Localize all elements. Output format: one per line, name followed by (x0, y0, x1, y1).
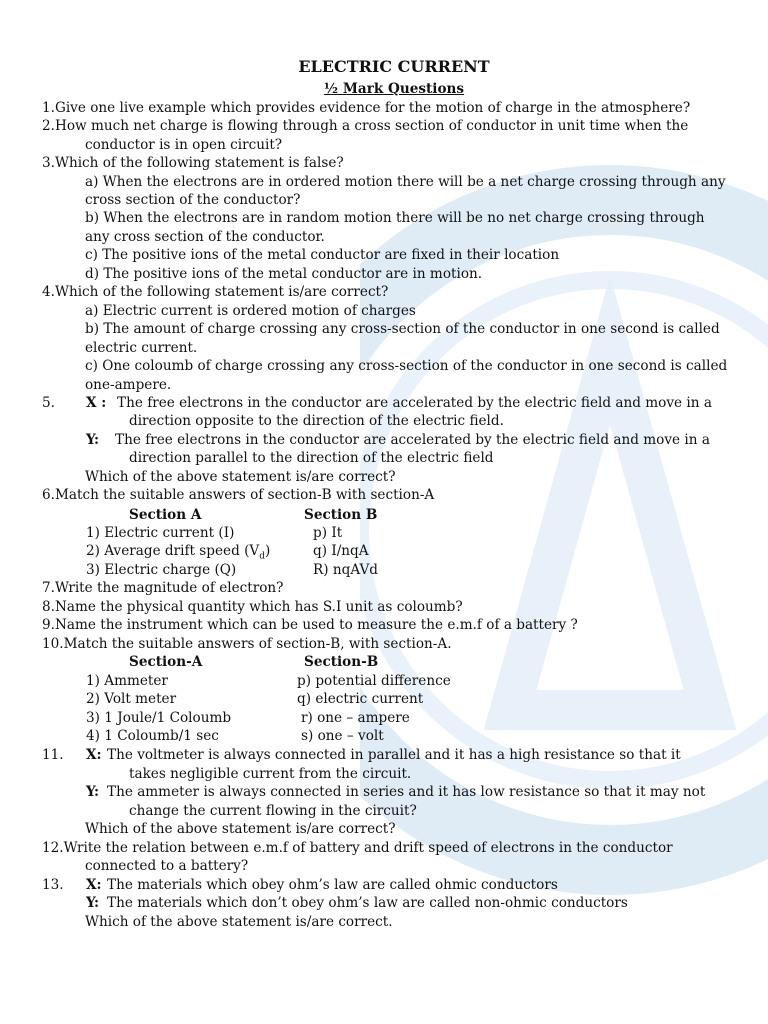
question-13-x: The materials which obey ohm’s law are called ohmic conductors (107, 877, 558, 893)
question-5-x-line-2: direction opposite to the direction of the electric field. (129, 413, 504, 429)
question-11-ask: Which of the above statement is/are correct? (85, 821, 396, 837)
question-13-x-label: X: (86, 877, 102, 893)
question-10-row-4-a: 4) 1 Coloumb/1 sec (86, 728, 219, 744)
question-6-row-3-a: 3) Electric charge (Q) (86, 562, 237, 578)
question-3-option-a-2: cross section of the conductor? (85, 192, 301, 208)
question-5-x-label: X : (86, 395, 107, 411)
question-10-row-2-b: q) electric current (297, 691, 424, 707)
question-13-y: The materials which don’t obey ohm’s law are called non-ohmic conductors (107, 895, 628, 911)
question-6-row-1-b: p) It (313, 525, 343, 541)
question-6-row-1-a: 1) Electric current (I) (86, 525, 235, 541)
question-11-y-line-2: change the current flowing in the circuit? (129, 803, 417, 819)
question-10-row-4-b: s) one – volt (301, 728, 384, 744)
question-4-stem: 4.Which of the following statement is/are correct? (42, 284, 389, 300)
question-5-y-line-2: direction parallel to the direction of the electric field (129, 450, 494, 466)
question-8: 8.Name the physical quantity which has S.I unit as coloumb? (42, 599, 463, 615)
question-5-x-line-1: The free electrons in the conductor are accelerated by the electric field and move in a (117, 395, 712, 411)
question-4-option-c-2: one-ampere. (85, 377, 172, 393)
question-3-option-d: d) The positive ions of the metal conductor are in motion. (85, 266, 483, 282)
question-11-x-label: X: (86, 747, 102, 763)
section-subtitle: ½ Mark Questions (323, 81, 465, 97)
question-11-x-line-2: takes negligible current from the circuit. (129, 766, 412, 782)
question-11-x-line-1: The voltmeter is always connected in parallel and it has a high resistance so that it (107, 747, 681, 763)
question-3-stem: 3.Which of the following statement is false? (42, 155, 344, 171)
question-11-number: 11. (42, 747, 64, 763)
question-13-number: 13. (42, 877, 64, 893)
question-10-row-1-a: 1) Ammeter (86, 673, 168, 689)
question-10-header-a: Section-A (129, 654, 203, 670)
question-6-stem: 6.Match the suitable answers of section-B with section-A (42, 487, 435, 503)
question-6-header-a: Section A (129, 507, 202, 523)
question-10-row-1-b: p) potential difference (297, 673, 451, 689)
question-5-y-line-1: The free electrons in the conductor are accelerated by the electric field and move in a (115, 432, 710, 448)
question-3-option-c: c) The positive ions of the metal conductor are fixed in their location (85, 247, 560, 263)
question-6-row-2-b: q) I/nqA (313, 543, 369, 559)
question-5-number: 5. (42, 395, 55, 411)
question-3-option-a-1: a) When the electrons are in ordered motion there will be a net charge crossing through any (85, 174, 726, 190)
question-2-line-1: 2.How much net charge is flowing through a cross section of conductor in unit time when the (42, 118, 689, 134)
question-6-row-3-b: R) nqAVd (313, 562, 378, 578)
question-13-y-label: Y: (86, 895, 100, 911)
question-10-header-b: Section-B (304, 654, 379, 670)
question-13-ask: Which of the above statement is/are correct. (85, 914, 393, 930)
question-10-row-3-b: r) one – ampere (301, 710, 410, 726)
question-1: 1.Give one live example which provides evidence for the motion of charge in the atmosphere? (42, 100, 691, 116)
question-5-y-label: Y: (86, 432, 100, 448)
question-4-option-b-1: b) The amount of charge crossing any cross-section of the conductor in one second is called (85, 321, 720, 337)
question-9: 9.Name the instrument which can be used to measure the e.m.f of a battery ? (42, 617, 578, 633)
question-3-option-b-1: b) When the electrons are in random motion there will be no net charge crossing through (85, 210, 705, 226)
question-7: 7.Write the magnitude of electron? (42, 580, 284, 596)
question-10-row-3-a: 3) 1 Joule/1 Coloumb (86, 710, 232, 726)
question-4-option-b-2: electric current. (85, 340, 198, 356)
question-12-line-2: connected to a battery? (85, 858, 249, 874)
question-4-option-c-1: c) One coloumb of charge crossing any cross-section of the conductor in one second is called (85, 358, 728, 374)
question-3-option-b-2: any cross section of the conductor. (85, 229, 325, 245)
question-11-y-label: Y: (86, 784, 100, 800)
question-12-line-1: 12.Write the relation between e.m.f of battery and drift speed of electrons in the conductor (42, 840, 673, 856)
page-title: ELECTRIC CURRENT (298, 57, 490, 76)
question-6-header-b: Section B (304, 507, 378, 523)
question-5-ask: Which of the above statement is/are correct? (85, 469, 396, 485)
question-6-row-2-a: 2) Average drift speed $(V_d)$ (86, 543, 271, 562)
question-11-y-line-1: The ammeter is always connected in series and it has low resistance so that it may not (107, 784, 706, 800)
question-2-line-2: conductor is in open circuit? (85, 137, 283, 153)
question-10-row-2-a: 2) Volt meter (86, 691, 177, 707)
question-10-stem: 10.Match the suitable answers of section-B, with section-A. (42, 636, 452, 652)
question-4-option-a: a) Electric current is ordered motion of charges (85, 303, 416, 319)
